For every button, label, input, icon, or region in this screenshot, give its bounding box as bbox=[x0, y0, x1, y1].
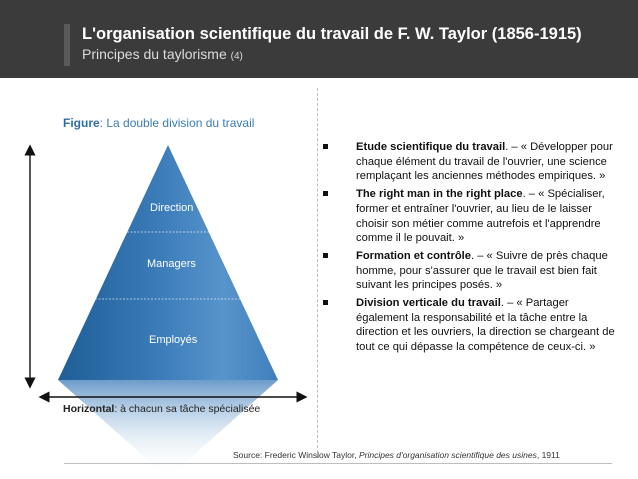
bullet-title: The right man in the right place bbox=[356, 188, 523, 201]
list-item bbox=[320, 249, 620, 293]
bullet-title: Division verticale du travail bbox=[356, 297, 501, 310]
vertical-division-label: Vertical: Séparation entre Conception et exécution bbox=[222, 170, 294, 232]
list-item bbox=[320, 296, 620, 355]
vertical-bold: Vertical bbox=[237, 170, 276, 182]
source-prefix: Source: Frederic Winslow Taylor, bbox=[233, 450, 359, 460]
horizontal-text: : à chacun sa tâche spécialisée bbox=[114, 403, 261, 415]
bullet-title: Etude scientifique du travail bbox=[356, 141, 506, 153]
figure-caption-text: : La double division du travail bbox=[99, 116, 255, 130]
slide-title: L'organisation scientifique du travail de F. W. Taylor (1856-1915) bbox=[82, 25, 582, 43]
subtitle-text: Principes du taylorisme bbox=[82, 46, 227, 62]
list-item bbox=[320, 187, 620, 246]
bullet-text: . – « Développer pour chaque élément du travail de l'ouvrier, une science remplaçant les anciennes méthodes empiriques. » bbox=[356, 141, 613, 183]
level-label-direction: Direction bbox=[150, 202, 194, 214]
vertical-line-1: Séparation bbox=[232, 182, 284, 195]
figure-caption-bold: Figure bbox=[63, 116, 100, 130]
subtitle-number: (4) bbox=[230, 51, 243, 62]
horizontal-division-label bbox=[63, 403, 260, 415]
source-citation bbox=[233, 450, 560, 460]
bullet-square-icon bbox=[323, 144, 328, 149]
level-label-managers: Managers bbox=[147, 258, 196, 270]
source-work: Principes d'organisation scientifique des usines bbox=[358, 450, 537, 460]
horizontal-bold: Horizontal bbox=[63, 403, 115, 415]
principles-list bbox=[320, 140, 620, 358]
bullet-text: . – « Partager également la responsabilité et la tâche entre la direction et les ouvriers, la direction se chargeant de tout ce qui dépasse la compétence de ceux-ci. » bbox=[356, 297, 615, 354]
source-year: , 1911 bbox=[536, 450, 560, 460]
vertical-line-3: Conception bbox=[231, 207, 285, 220]
bullet-text: . – « Spécialiser, former et entraîner l'ouvrier, au lieu de le laisser choisir son métier comme autrefois et l'apprendre comme il le pouvait. » bbox=[356, 188, 605, 245]
list-item bbox=[320, 140, 620, 184]
vertical-line-4: et exécution bbox=[229, 219, 287, 232]
bullet-title: Formation et contrôle bbox=[356, 249, 471, 262]
bullet-text: . – « Suivre de près chaque homme, pour s'assurer que le travail est bien fait suivant les principes posés. » bbox=[356, 249, 608, 292]
footer-divider bbox=[64, 463, 612, 464]
bullet-square-icon bbox=[323, 253, 328, 258]
vertical-line-2: entre bbox=[246, 194, 270, 207]
level-label-employes: Employés bbox=[149, 334, 198, 346]
bullet-square-icon bbox=[323, 300, 328, 305]
bullet-square-icon bbox=[323, 191, 328, 196]
